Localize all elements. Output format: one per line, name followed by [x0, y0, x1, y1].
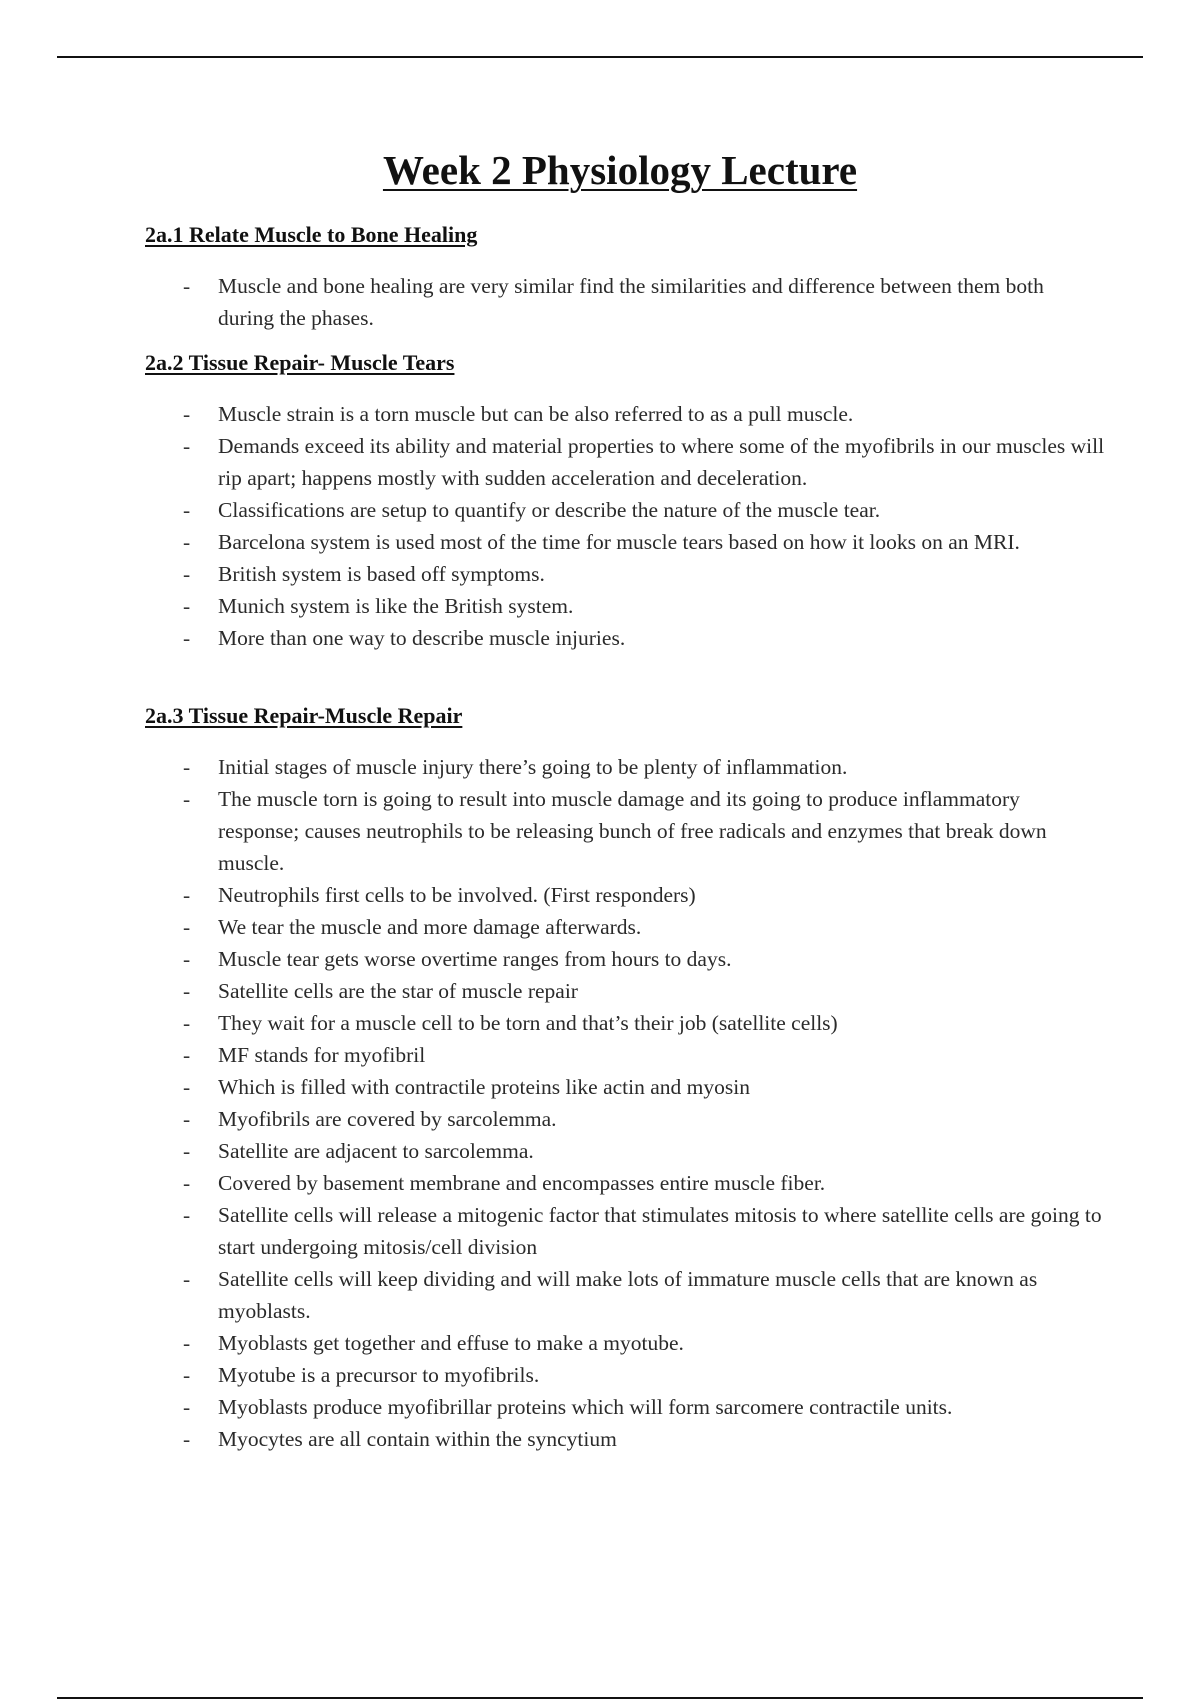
header-rule	[57, 56, 1143, 58]
footer-rule	[57, 1697, 1143, 1699]
bullet-list	[145, 398, 1105, 654]
list-item: - Munich system is like the British system.	[145, 590, 1105, 622]
section-muscle-repair	[145, 703, 1105, 1455]
list-item: - Satellite cells will release a mitogenic factor that stimulates mitosis to where satellite cells are going to start undergoing mitosis/cell division	[145, 1199, 1105, 1263]
section-muscle-bone-healing	[145, 222, 1105, 334]
list-item: - We tear the muscle and more damage afterwards.	[145, 911, 1105, 943]
section-heading: 2a.3 Tissue Repair-Muscle Repair	[145, 703, 463, 728]
section-muscle-tears	[145, 350, 1105, 654]
list-item: - Satellite cells are the star of muscle repair	[145, 975, 1105, 1007]
list-item: - Covered by basement membrane and encompasses entire muscle fiber.	[145, 1167, 1105, 1199]
list-item: - Muscle tear gets worse overtime ranges from hours to days.	[145, 943, 1105, 975]
list-item: - Myoblasts get together and effuse to make a myotube.	[145, 1327, 1105, 1359]
list-item: - Satellite are adjacent to sarcolemma.	[145, 1135, 1105, 1167]
list-item: - They wait for a muscle cell to be torn and that’s their job (satellite cells)	[145, 1007, 1105, 1039]
list-item: - Muscle and bone healing are very similar find the similarities and difference between them both during the phases.	[145, 270, 1105, 334]
list-item: - Classifications are setup to quantify or describe the nature of the muscle tear.	[145, 494, 1105, 526]
section-heading: 2a.2 Tissue Repair- Muscle Tears	[145, 350, 455, 375]
list-item: - MF stands for myofibril	[145, 1039, 1105, 1071]
list-item: - Initial stages of muscle injury there’s going to be plenty of inflammation.	[145, 751, 1105, 783]
list-item: - Myotube is a precursor to myofibrils.	[145, 1359, 1105, 1391]
list-item: - Barcelona system is used most of the time for muscle tears based on how it looks on an MRI.	[145, 526, 1105, 558]
list-item: - Myocytes are all contain within the syncytium	[145, 1423, 1105, 1455]
list-item: - More than one way to describe muscle injuries.	[145, 622, 1105, 654]
list-item: - Which is filled with contractile proteins like actin and myosin	[145, 1071, 1105, 1103]
list-item: - Myofibrils are covered by sarcolemma.	[145, 1103, 1105, 1135]
list-item: - Satellite cells will keep dividing and will make lots of immature muscle cells that are known as myoblasts.	[145, 1263, 1105, 1327]
bullet-list	[145, 270, 1105, 334]
list-item: - Myoblasts produce myofibrillar proteins which will form sarcomere contractile units.	[145, 1391, 1105, 1423]
list-item: - Muscle strain is a torn muscle but can be also referred to as a pull muscle.	[145, 398, 1105, 430]
list-item: - Neutrophils first cells to be involved. (First responders)	[145, 879, 1105, 911]
list-item: - British system is based off symptoms.	[145, 558, 1105, 590]
list-item: - Demands exceed its ability and material properties to where some of the myofibrils in our muscles will rip apart; happens mostly with sudden acceleration and deceleration.	[145, 430, 1105, 494]
list-item: - The muscle torn is going to result into muscle damage and its going to produce inflammatory response; causes neutrophils to be releasing bunch of free radicals and enzymes that break down muscle.	[145, 783, 1105, 879]
section-heading: 2a.1 Relate Muscle to Bone Healing	[145, 222, 478, 247]
page-title: Week 2 Physiology Lecture	[382, 147, 858, 193]
bullet-list	[145, 751, 1105, 1455]
